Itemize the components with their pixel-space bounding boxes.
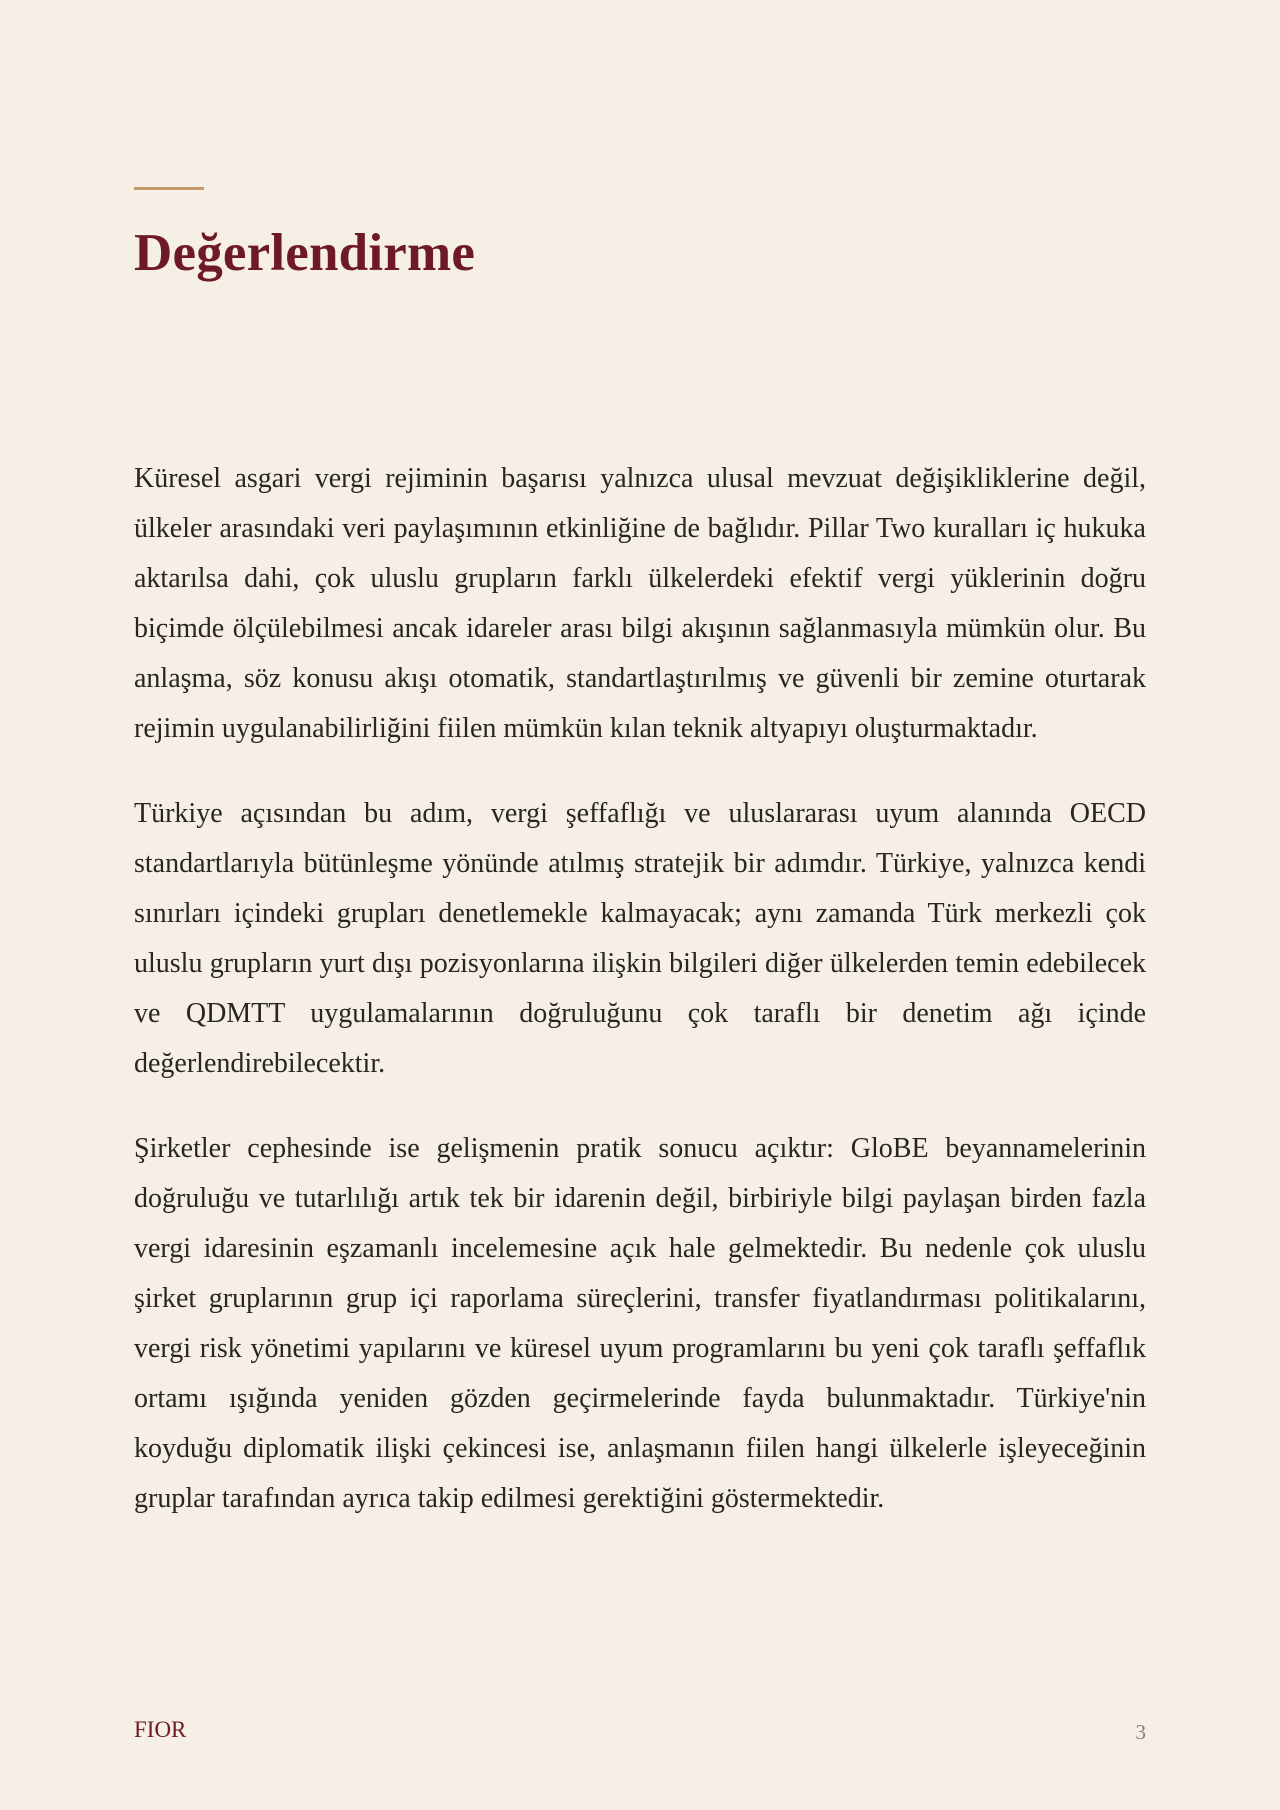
body-paragraph-1: Küresel asgari vergi rejiminin başarısı yalnızca ulusal mevzuat değişikliklerine değil, ülkeler arasındaki veri paylaşımının etkinliğine de bağlıdır. Pillar Two kuralları iç hukuka aktarılsa dahi, çok uluslu grupların farklı ülkelerdeki efektif vergi yüklerinin doğru biçimde ölçülebilmesi ancak idareler arası bilgi akışının sağlanmasıyla mümkün olur. Bu anlaşma, söz konusu akışı otomatik, standartlaştırılmış ve güvenli bir zemine oturtarak rejimin uygulanabilirliğini fiilen mümkün kılan teknik altyapıyı oluşturmaktadır. <box>134 463 1146 744</box>
body-paragraph-3: Şirketler cephesinde ise gelişmenin pratik sonucu açıktır: GloBE beyannamelerinin doğruluğu ve tutarlılığı artık tek bir idarenin değil, birbiriyle bilgi paylaşan birden fazla vergi idaresinin eşzamanlı incelemesine açık hale gelmektedir. Bu nedenle çok uluslu şirket gruplarının grup içi raporlama süreçlerini, transfer fiyatlandırması politikalarını, vergi risk yönetimi yapılarını ve küresel uyum programlarını bu yeni çok taraflı şeffaflık ortamı ışığında yeniden gözden geçirmelerinde fayda bulunmaktadır. Türkiye'nin koyduğu diplomatik ilişki çekincesi ise, anlaşmanın fiilen hangi ülkelerle işleyeceğinin gruplar tarafından ayrıca takip edilmesi gerektiğini göstermektedir. <box>134 1133 1146 1514</box>
document-body <box>134 454 1146 1559</box>
footer-brand: FIOR <box>134 1717 187 1742</box>
body-paragraph-2: Türkiye açısından bu adım, vergi şeffaflığı ve uluslararası uyum alanında OECD standartlarıyla bütünleşme yönünde atılmış stratejik bir adımdır. Türkiye, yalnızca kendi sınırları içindeki grupları denetlemekle kalmayacak; aynı zamanda Türk merkezli çok uluslu grupların yurt dışı pozisyonlarına ilişkin bilgileri diğer ülkelerden temin edebilecek ve QDMTT uygulamalarının doğruluğunu çok taraflı bir denetim ağı içinde değerlendirebilecektir. <box>134 798 1146 1079</box>
page-number: 3 <box>1135 1720 1146 1744</box>
title-accent-rule <box>134 187 204 190</box>
page-title: Değerlendirme <box>134 224 476 282</box>
